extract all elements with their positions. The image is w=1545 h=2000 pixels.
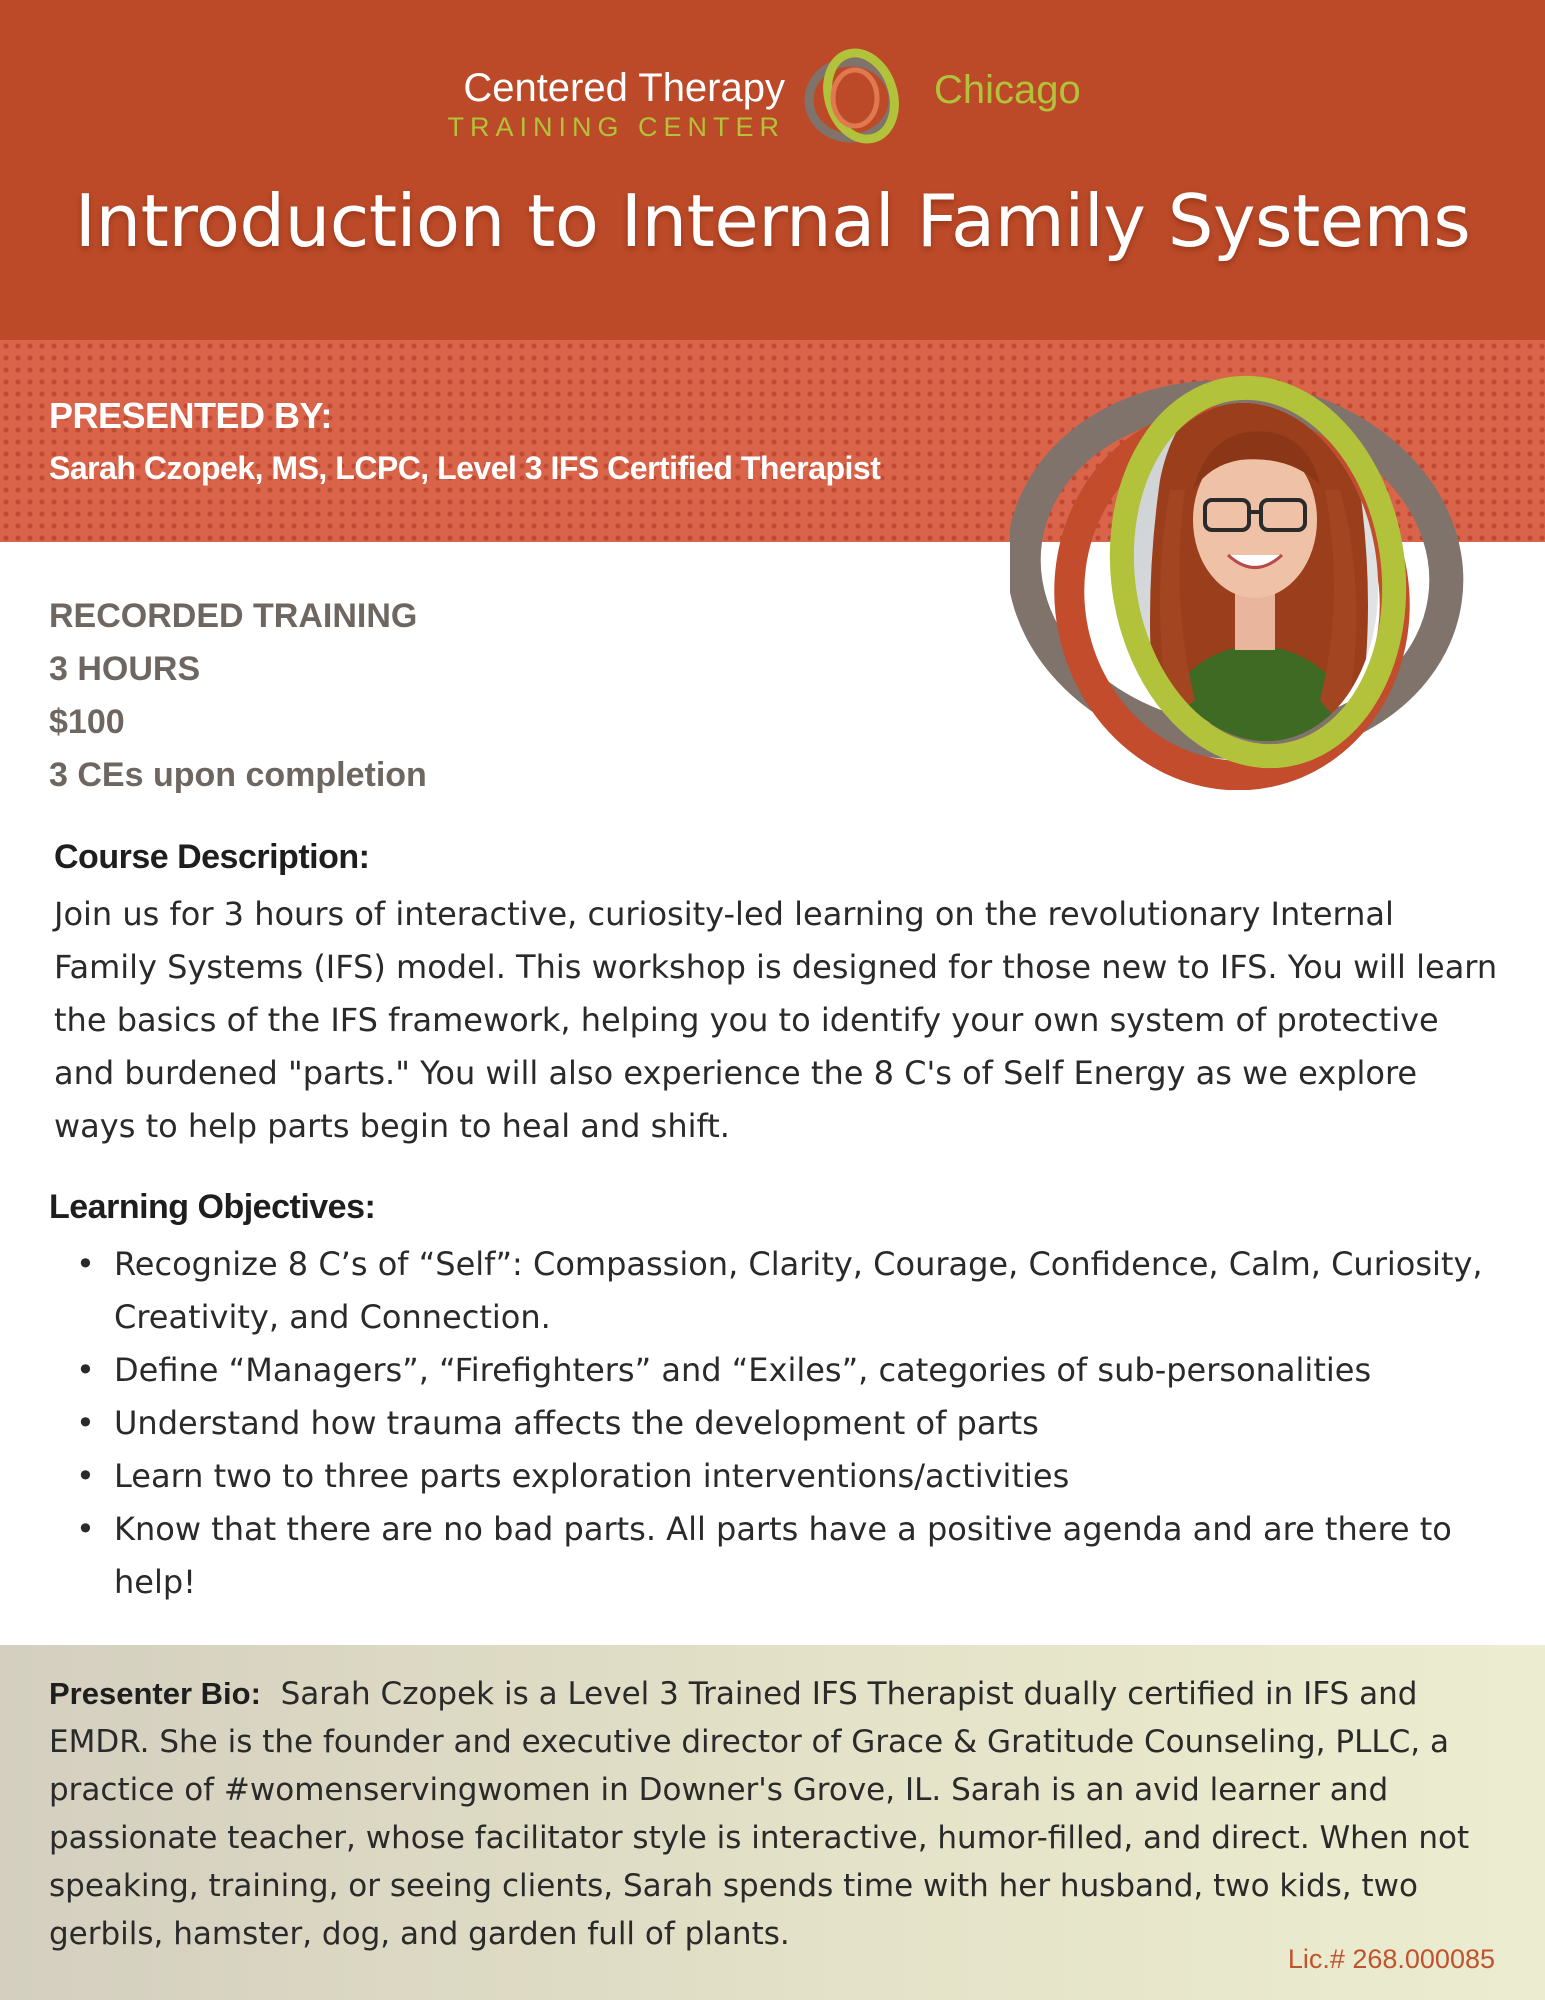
course-info — [49, 590, 427, 802]
objective-text: Recognize 8 C’s of “Self”: Compassion, Clarity, Courage, Confidence, Calm, Curiosity, Creativity, and Connection. — [114, 1245, 1483, 1336]
list-item — [72, 1450, 1492, 1503]
logo-subtitle: TRAINING CENTER — [447, 112, 785, 142]
description-text: Join us for 3 hours of interactive, curiosity-led learning on the revolutionary Internal Family Systems (IFS) model. This workshop is designed for those new to IFS. You will learn the basics of the IFS framework, helping you to identify your own system of protective and burdened "parts." You will also experience the 8 C's of Self Energy as we explore ways to help parts begin to heal and shift. — [54, 895, 1498, 1145]
logo-city: Chicago — [934, 68, 1081, 112]
course-ces: 3 CEs upon completion — [49, 756, 427, 794]
bio-label: Presenter Bio: — [49, 1676, 261, 1711]
page-title: Introduction to Internal Family Systems — [74, 179, 1471, 263]
bullet-dot-icon: • — [76, 1245, 95, 1283]
logo-text-block — [447, 68, 785, 141]
objective-text: Learn two to three parts exploration interventions/activities — [114, 1457, 1070, 1495]
bullet-dot-icon: • — [76, 1351, 95, 1389]
objectives-list — [72, 1238, 1492, 1609]
bullet-dot-icon: • — [76, 1457, 95, 1495]
list-item — [72, 1344, 1492, 1397]
bullet-dot-icon: • — [76, 1510, 95, 1548]
presenter-photo — [1010, 340, 1500, 790]
course-duration: 3 HOURS — [49, 650, 201, 688]
objective-text: Define “Managers”, “Firefighters” and “Exiles”, categories of sub-personalities — [114, 1351, 1372, 1389]
list-item — [72, 1397, 1492, 1450]
objective-text: Understand how trauma affects the development of parts — [114, 1404, 1039, 1442]
presenter-name: Sarah Czopek, MS, LCPC, Level 3 IFS Certified Therapist — [49, 450, 881, 486]
list-item — [72, 1503, 1492, 1609]
objective-text: Know that there are no bad parts. All parts have a positive agenda and are there to help! — [114, 1510, 1452, 1601]
bio-paragraph — [49, 1670, 1509, 1958]
logo — [0, 40, 1545, 155]
course-price: $100 — [49, 703, 125, 741]
bullet-dot-icon: • — [76, 1404, 95, 1442]
description-heading: Course Description: — [54, 838, 370, 876]
objectives-heading: Learning Objectives: — [49, 1188, 376, 1226]
license-number: Lic.# 268.000085 — [1287, 1944, 1495, 1974]
course-format: RECORDED TRAINING — [49, 597, 418, 635]
logo-name: Centered Therapy — [463, 66, 785, 110]
presented-by-label: PRESENTED BY: — [49, 395, 332, 436]
logo-rings-icon — [795, 40, 920, 155]
list-item — [72, 1238, 1492, 1344]
bio-text: Sarah Czopek is a Level 3 Trained IFS Therapist dually certified in IFS and EMDR. She is the founder and executive director of Grace & Gratitude Counseling, PLLC, a practice of #womenservingwomen in Downer's Grove, IL. Sarah is an avid learner and passionate teacher, whose facilitator style is interactive, humor-filled, and direct. When not speaking, training, or seeing clients, Sarah spends time with her husband, two kids, two gerbils, hamster, dog, and garden full of plants. — [49, 1676, 1470, 1952]
